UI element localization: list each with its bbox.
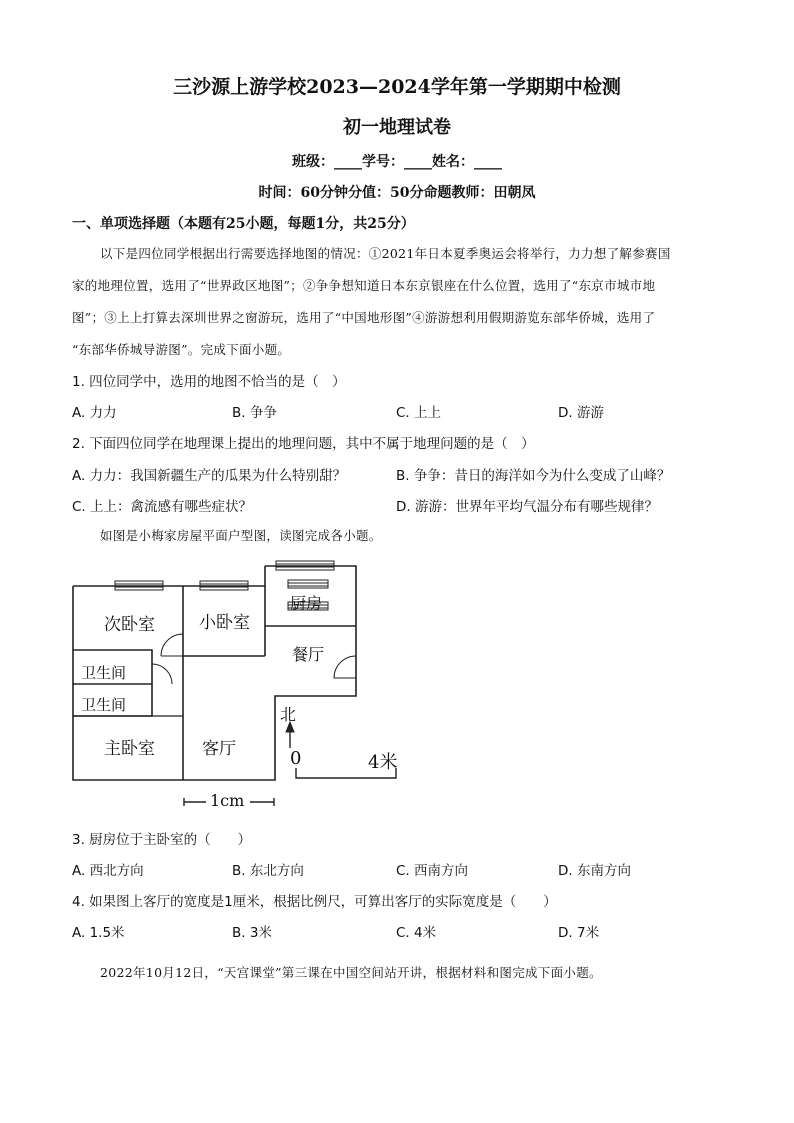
room-label-small-bedroom: 小卧室 (199, 613, 250, 633)
room-label-bath1: 卫生间 (81, 664, 127, 682)
question-1-stem: 1. 四位同学中，选用的地图不恰当的是（ ） (72, 374, 346, 390)
room-label-master: 主卧室 (104, 739, 155, 759)
passage-line: “东部华侨城导游图”。完成下面小题。 (72, 342, 291, 357)
exam-time-line: 时间：60分钟分值：50分命题教师：田朝凤 (258, 185, 536, 201)
page-subtitle: 初一地理试卷 (343, 117, 451, 138)
floor-plan-figure (60, 552, 420, 822)
question-4-option-b[interactable]: B. 3米 (232, 925, 272, 941)
question-1-option-d[interactable]: D. 游游 (558, 405, 604, 421)
room-label-bath2: 卫生间 (81, 696, 127, 714)
question-4-option-c[interactable]: C. 4米 (396, 925, 437, 941)
question-4-stem: 4. 如果图上客厅的宽度是1厘米，根据比例尺，可算出客厅的实际宽度是（ ） (72, 894, 557, 910)
passage-line: 图”；③上上打算去深圳世界之窗游玩，选用了“中国地形图”④游游想利用假期游览东部华侨城，选用了 (72, 310, 656, 325)
room-label-kitchen: 厨房 (290, 594, 323, 613)
bottom-passage: 2022年10月12日，“天宫课堂”第三课在中国空间站开讲，根据材料和图完成下面小题。 (100, 965, 602, 980)
question-1-option-a[interactable]: A. 力力 (72, 405, 117, 421)
question-1-option-c[interactable]: C. 上上 (396, 405, 442, 421)
question-3-option-a[interactable]: A. 西北方向 (72, 863, 144, 879)
question-4-option-d[interactable]: D. 7米 (558, 925, 600, 941)
passage-line: 家的地理位置，选用了“世界政区地图”；②争争想知道日本东京银座在什么位置，选用了“东京市城市地 (72, 278, 656, 293)
section-heading: 一、单项选择题（本题有25小题，每题1分，共25分） (72, 216, 415, 232)
question-2-option-d[interactable]: D. 游游：世界年平均气温分布有哪些规律？ (396, 499, 658, 515)
page-title: 三沙源上游学校2023—2024学年第一学期期中检测 (173, 76, 621, 98)
figure-intro: 如图是小梅家房屋平面户型图，读图完成各小题。 (100, 528, 382, 543)
question-2-option-b[interactable]: B. 争争：昔日的海洋如今为什么变成了山峰？ (396, 468, 671, 484)
passage-line: 以下是四位同学根据出行需要选择地图的情况：①2021年日本夏季奥运会将举行，力力想了解参赛国 (100, 246, 671, 261)
question-3-option-d[interactable]: D. 东南方向 (558, 863, 631, 879)
question-1-option-b[interactable]: B. 争争 (232, 405, 277, 421)
scale-zero-label: 0 (290, 748, 302, 769)
room-label-living: 客厅 (202, 739, 236, 759)
student-info-line: 班级：____学号：____姓名：____ (292, 154, 502, 170)
question-4-option-a[interactable]: A. 1.5米 (72, 925, 125, 941)
room-label-dining: 餐厅 (292, 645, 325, 664)
question-3-option-b[interactable]: B. 东北方向 (232, 863, 304, 879)
question-2-option-a[interactable]: A. 力力：我国新疆生产的瓜果为什么特别甜？ (72, 468, 347, 484)
question-3-stem: 3. 厨房位于主卧室的（ ） (72, 832, 252, 848)
question-2-option-c[interactable]: C. 上上：禽流感有哪些症状？ (72, 499, 253, 515)
room-label-bedroom2: 次卧室 (104, 615, 155, 635)
question-2-stem: 2. 下面四位同学在地理课上提出的地理问题，其中不属于地理问题的是（ ） (72, 436, 535, 452)
north-label: 北 (280, 705, 297, 724)
scale-end-label: 4米 (368, 752, 398, 773)
scale-unit-label: 1cm (210, 791, 245, 810)
question-3-option-c[interactable]: C. 西南方向 (396, 863, 469, 879)
